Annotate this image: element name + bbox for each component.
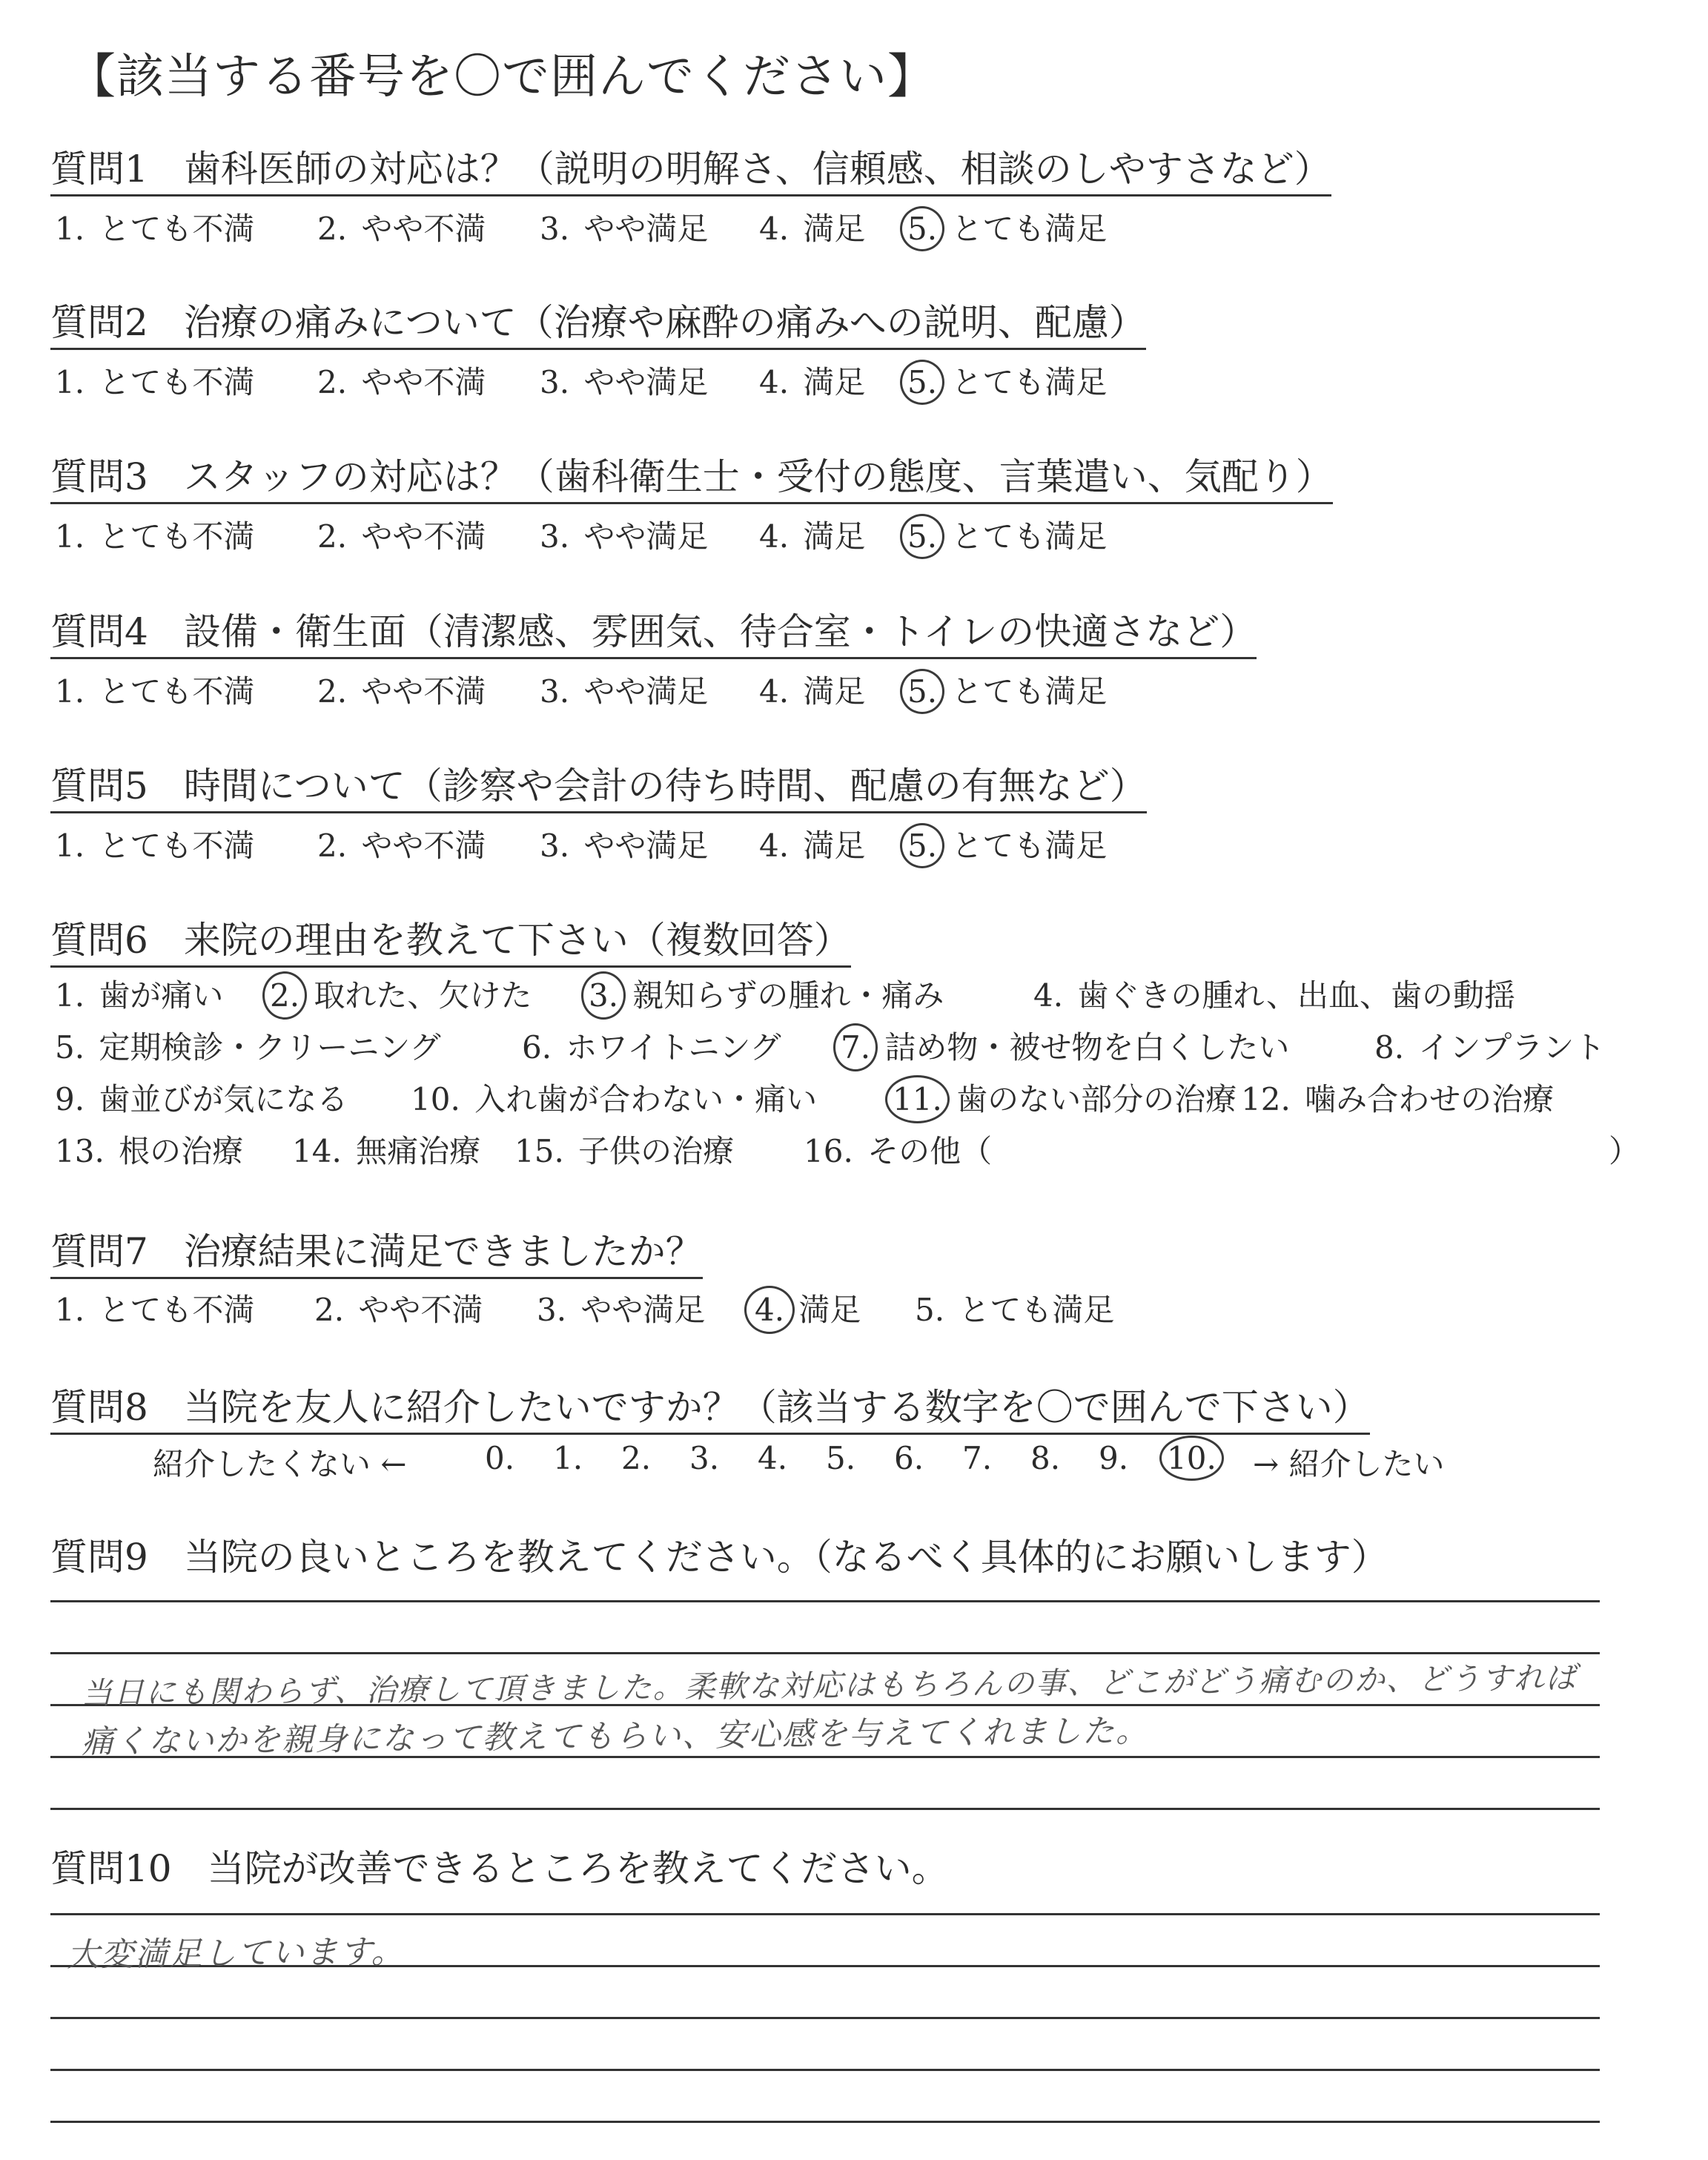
question-number: 質問8 (50, 1386, 148, 1429)
option-label: 歯ぐきの腫れ、出血、歯の動揺 (1068, 977, 1515, 1014)
scale-option[interactable] (618, 1440, 654, 1476)
option-label: やや不満 (351, 211, 486, 247)
question-text: 当院が改善できるところを教えてください。 (207, 1847, 949, 1890)
option-label: ） (1609, 1133, 1641, 1169)
scale-option[interactable] (891, 1440, 927, 1476)
question-heading (50, 300, 1146, 350)
answer-line (50, 1808, 1600, 1810)
option-number: 4. (759, 673, 790, 710)
option-number: 12. (1241, 1081, 1291, 1117)
option-number: 13. (55, 1133, 105, 1169)
scale-option[interactable] (1164, 1440, 1219, 1476)
option-number: 3. (540, 518, 570, 555)
option-4[interactable] (755, 358, 865, 403)
option-4[interactable] (755, 512, 865, 557)
option-number: 1. (55, 828, 85, 864)
option-number: 1. (55, 211, 85, 247)
option-label: とても満足 (941, 518, 1108, 555)
option-label: 取れた、欠けた (304, 977, 532, 1014)
reason-option[interactable] (888, 1075, 1237, 1120)
option-number: 3. (540, 673, 570, 710)
scale-option[interactable] (959, 1440, 995, 1476)
option-number: 4. (759, 364, 790, 400)
option-5[interactable] (910, 1286, 1114, 1330)
option-number: 0. (485, 1440, 515, 1476)
question-heading (50, 610, 1257, 659)
option-label: 親知らずの腫れ・痛み (623, 977, 944, 1014)
option-number: 7. (836, 1029, 875, 1066)
reason-option[interactable] (1370, 1023, 1605, 1068)
option-number: 5. (903, 828, 941, 864)
handwritten-answer: 当日にも関わらず、治療して頂きました。柔軟な対応はもちろんの事、どこがどう痛むのか、どうすれば (81, 1659, 1578, 1711)
question-text: 治療結果に満足できましたか？ (183, 1230, 703, 1273)
option-number: 15. (514, 1133, 564, 1169)
option-label: とても不満 (89, 828, 255, 864)
option-2[interactable] (313, 358, 486, 403)
option-label: 噛み合わせの治療 (1294, 1081, 1555, 1117)
scale-option[interactable] (1027, 1440, 1063, 1476)
question-number: 質問9 (50, 1536, 148, 1579)
option-label: 歯が痛い (89, 977, 224, 1014)
option-number: 2. (314, 1292, 345, 1328)
option-label: 満足 (793, 518, 866, 555)
question-heading (50, 147, 1331, 196)
option-number: 6. (894, 1440, 924, 1476)
option-5[interactable] (903, 358, 1107, 403)
answer-circle (900, 360, 944, 405)
option-5[interactable] (903, 667, 1107, 712)
option-label: とても不満 (89, 673, 255, 710)
option-label: やや不満 (351, 364, 486, 400)
answer-circle (581, 971, 626, 1020)
question-text: 治療の痛みについて（治療や麻酔の痛みへの説明、配慮） (183, 301, 1146, 344)
option-2[interactable] (313, 822, 486, 866)
question-text: スタッフの対応は？（歯科衛生士・受付の態度、言葉遣い、気配り） (183, 455, 1333, 498)
question-number: 質問1 (50, 148, 148, 191)
option-number: 3. (540, 828, 570, 864)
reason-option[interactable] (1237, 1075, 1554, 1120)
option-4[interactable] (750, 1286, 861, 1330)
option-number: 1. (55, 364, 85, 400)
option-number: 2. (317, 518, 348, 555)
option-number: 1. (55, 1292, 85, 1328)
option-number: 5. (55, 1029, 85, 1066)
option-number: 10. (1164, 1440, 1219, 1476)
option-label: とても不満 (89, 1292, 255, 1328)
answer-circle (744, 1286, 795, 1334)
option-label: 根の治療 (108, 1133, 244, 1169)
option-number: 10. (411, 1081, 460, 1117)
question-number: 質問6 (50, 919, 148, 962)
question-heading (50, 918, 851, 968)
option-label: やや満足 (571, 1292, 706, 1328)
option-number: 4. (759, 211, 790, 247)
option-5[interactable] (903, 205, 1107, 249)
option-label: 満足 (793, 673, 866, 710)
reason-option[interactable] (265, 971, 532, 1016)
question-text: 時間について（診察や会計の待ち時間、配慮の有無など） (183, 764, 1147, 807)
option-number: 5. (826, 1440, 856, 1476)
option-label: とても満足 (941, 673, 1108, 710)
option-label: やや満足 (574, 518, 709, 555)
answer-circle (900, 514, 944, 559)
option-number: 3. (689, 1440, 720, 1476)
option-number: 1. (55, 673, 85, 710)
question-heading (50, 1535, 1388, 1582)
scale-option[interactable] (482, 1440, 517, 1476)
answer-line (50, 2017, 1600, 2019)
option-1[interactable] (50, 667, 254, 712)
option-1[interactable] (50, 822, 254, 866)
page-title: 【該当する番号を〇で囲んでください】 (68, 50, 936, 105)
scale-option[interactable] (686, 1440, 722, 1476)
answer-line (50, 1913, 1600, 1915)
option-number: 8. (1030, 1440, 1061, 1476)
question-heading (50, 1385, 1370, 1435)
question-text: 歯科医師の対応は？（説明の明解さ、信頼感、相談のしやすさなど） (183, 148, 1331, 191)
option-3[interactable] (535, 358, 708, 403)
option-number: 4. (759, 518, 790, 555)
answer-line (50, 1600, 1600, 1602)
question-text: 当院の良いところを教えてください。（なるべく具体的にお願いします） (183, 1536, 1388, 1579)
option-label: とても満足 (949, 1292, 1115, 1328)
option-1[interactable] (50, 1286, 254, 1330)
option-label: 入れ歯が合わない・痛い (464, 1081, 818, 1117)
option-number: 9. (1099, 1440, 1129, 1476)
option-label: 満足 (789, 1292, 861, 1328)
scale-right-label: → 紹介したい (1253, 1446, 1445, 1482)
option-label: やや不満 (348, 1292, 483, 1328)
reason-option[interactable] (406, 1075, 817, 1120)
answer-line (50, 2069, 1600, 2071)
option-label: やや満足 (574, 828, 709, 864)
option-number: 4. (1033, 977, 1064, 1014)
option-label: とても不満 (89, 211, 255, 247)
option-number: 7. (962, 1440, 993, 1476)
answer-line (50, 2121, 1600, 2123)
option-3[interactable] (535, 822, 708, 866)
answer-circle (885, 1075, 950, 1123)
option-number: 9. (55, 1081, 85, 1117)
option-number: 1. (55, 518, 85, 555)
reason-option[interactable] (1600, 1127, 1640, 1172)
question-text: 来院の理由を教えて下さい（複数回答） (183, 919, 851, 962)
scale-option[interactable] (1096, 1440, 1131, 1476)
option-2[interactable] (310, 1286, 483, 1330)
option-3[interactable] (535, 512, 708, 557)
option-label: やや不満 (351, 518, 486, 555)
option-number: 5. (903, 364, 941, 400)
option-number: 3. (540, 364, 570, 400)
option-label: 定期検診・クリーニング (89, 1029, 441, 1066)
option-5[interactable] (903, 512, 1107, 557)
option-number: 1. (553, 1440, 583, 1476)
option-2[interactable] (313, 512, 486, 557)
option-number: 4. (758, 1440, 788, 1476)
option-label: 無痛治療 (345, 1133, 481, 1169)
question-number: 質問4 (50, 610, 148, 653)
option-number: 6. (522, 1029, 552, 1066)
handwritten-answer: 痛くないかを親身になって教えてもらい、安心感を与えてくれました。 (81, 1712, 1150, 1761)
handwritten-answer: 大変満足しています。 (66, 1932, 406, 1975)
option-number: 2. (317, 364, 348, 400)
option-number: 2. (265, 977, 304, 1014)
option-number: 8. (1374, 1029, 1405, 1066)
scale-option[interactable] (823, 1440, 858, 1476)
option-number: 14. (292, 1133, 342, 1169)
option-label: 歯並びが気になる (89, 1081, 348, 1117)
option-label: とても不満 (89, 518, 255, 555)
option-number: 3. (540, 211, 570, 247)
option-3[interactable] (532, 1286, 705, 1330)
option-label: その他（ (857, 1133, 993, 1169)
question-heading (50, 764, 1147, 813)
reason-option[interactable] (584, 971, 944, 1016)
scale-option[interactable] (550, 1440, 586, 1476)
option-label: とても満足 (941, 364, 1108, 400)
option-number: 5. (915, 1292, 945, 1328)
option-label: 満足 (793, 828, 866, 864)
option-label: やや不満 (351, 673, 486, 710)
answer-circle (900, 206, 944, 251)
answer-circle (833, 1023, 878, 1071)
option-number: 2. (621, 1440, 652, 1476)
option-3[interactable] (535, 667, 708, 712)
option-number: 3. (584, 977, 623, 1014)
option-label: 満足 (793, 211, 866, 247)
option-number: 2. (317, 211, 348, 247)
option-number: 3. (537, 1292, 567, 1328)
option-label: 詰め物・被せ物を白くしたい (875, 1029, 1290, 1066)
reason-option[interactable] (50, 1023, 441, 1068)
option-number: 11. (888, 1081, 947, 1117)
option-label: インプラント (1409, 1029, 1606, 1066)
reason-option[interactable] (50, 1127, 243, 1172)
option-label: やや満足 (574, 673, 709, 710)
option-4[interactable] (755, 667, 865, 712)
option-label: やや満足 (574, 211, 709, 247)
answer-circle (1159, 1436, 1224, 1481)
reason-option[interactable] (510, 1127, 734, 1172)
option-label: ホワイトニング (556, 1029, 781, 1066)
question-text: 当院を友人に紹介したいですか？（該当する数字を〇で囲んで下さい） (183, 1386, 1370, 1429)
option-label: とても不満 (89, 364, 255, 400)
question-heading (50, 1846, 949, 1894)
question-number: 質問10 (50, 1847, 172, 1890)
reason-option[interactable] (288, 1127, 480, 1172)
option-number: 1. (55, 977, 85, 1014)
reason-option[interactable] (799, 1127, 992, 1172)
option-5[interactable] (903, 822, 1107, 866)
question-text: 設備・衛生面（清潔感、雰囲気、待合室・トイレの快適さなど） (183, 610, 1257, 653)
option-number: 2. (317, 828, 348, 864)
question-number: 質問3 (50, 455, 148, 498)
option-label: とても満足 (941, 211, 1108, 247)
question-number: 質問7 (50, 1230, 148, 1273)
option-1[interactable] (50, 358, 254, 403)
option-number: 5. (903, 673, 941, 710)
scale-option[interactable] (755, 1440, 790, 1476)
option-3[interactable] (535, 205, 708, 249)
answer-circle (262, 971, 307, 1020)
option-label: やや満足 (574, 364, 709, 400)
option-label: 満足 (793, 364, 866, 400)
option-2[interactable] (313, 667, 486, 712)
option-number: 4. (759, 828, 790, 864)
question-heading (50, 1229, 703, 1279)
answer-circle (900, 669, 944, 714)
option-label: やや不満 (351, 828, 486, 864)
reason-option[interactable] (836, 1023, 1289, 1068)
scale-left-label: 紹介したくない ← (153, 1446, 407, 1482)
option-4[interactable] (755, 205, 865, 249)
reason-option[interactable] (50, 971, 223, 1016)
option-4[interactable] (755, 822, 865, 866)
option-number: 5. (903, 518, 941, 555)
reason-option[interactable] (50, 1075, 348, 1120)
option-1[interactable] (50, 512, 254, 557)
answer-line (50, 1652, 1600, 1654)
reason-option[interactable] (1029, 971, 1515, 1016)
answer-circle (900, 823, 944, 868)
option-label: 子供の治療 (568, 1133, 735, 1169)
option-label: とても満足 (941, 828, 1108, 864)
option-label: 歯のない部分の治療 (946, 1081, 1237, 1117)
question-number: 質問5 (50, 764, 148, 807)
option-2[interactable] (313, 205, 486, 249)
option-1[interactable] (50, 205, 254, 249)
option-number: 16. (804, 1133, 853, 1169)
question-heading (50, 455, 1333, 504)
option-number: 2. (317, 673, 348, 710)
option-number: 5. (903, 211, 941, 247)
reason-option[interactable] (517, 1023, 781, 1068)
option-number: 4. (750, 1292, 789, 1328)
question-number: 質問2 (50, 301, 148, 344)
